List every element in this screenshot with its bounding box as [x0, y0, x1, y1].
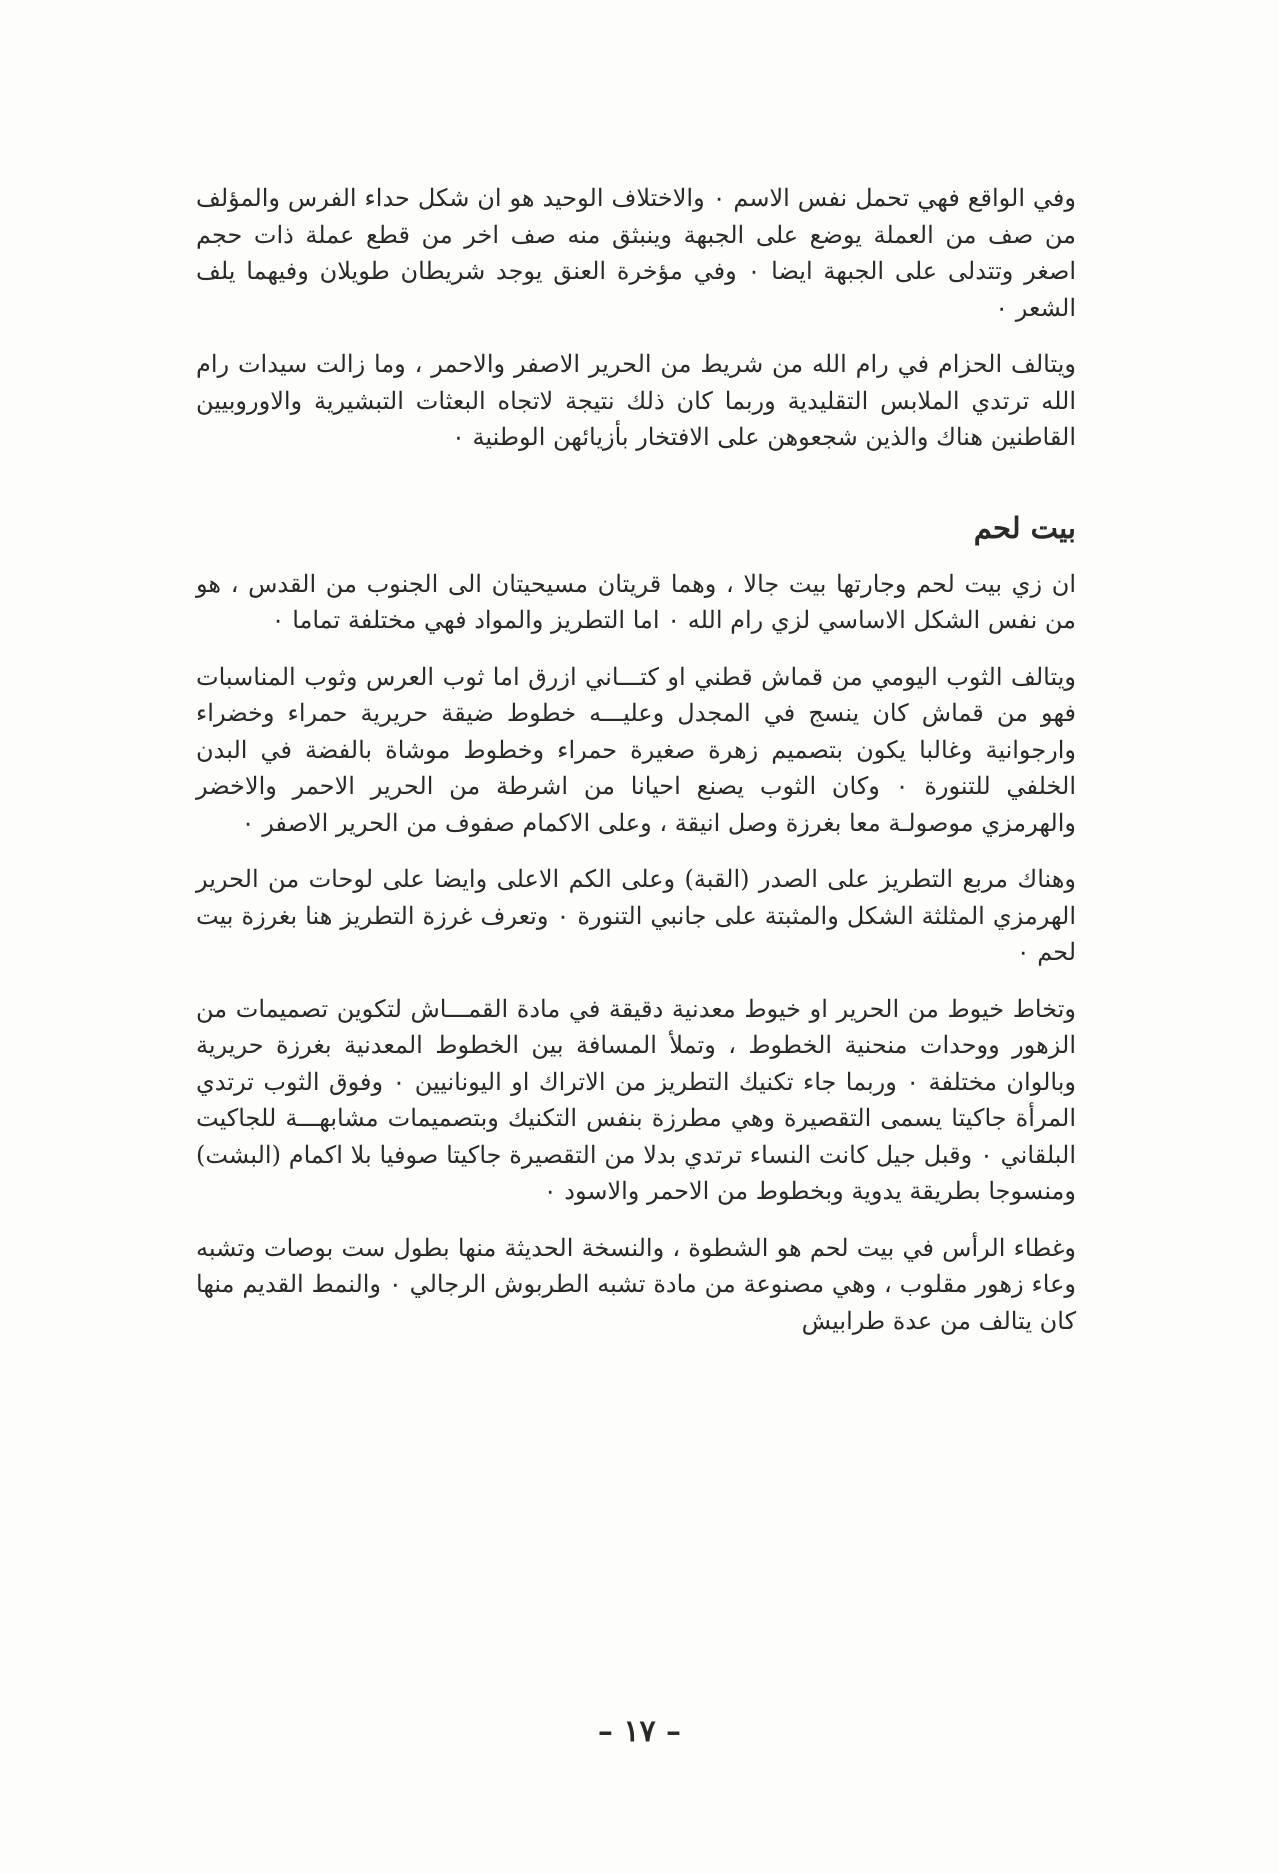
section-heading-bethlehem: بيت لحم — [973, 510, 1076, 545]
paragraph-bethlehem-intro: ان زي بيت لحم وجارتها بيت جالا ، وهما قريتان مسيحيتان الى الجنوب من القدس ، هو من نفس الشكل الاساسي لزي رام الله ٠ اما التطريز والمواد فهي مختلفة تماما ٠ — [196, 569, 1076, 634]
text-column — [196, 180, 1076, 1339]
paragraph-couching-technique: وتخاط خيوط من الحرير او خيوط معدنية دقيقة في مادة القمـــاش لتكوين تصميمات من الزهور ووحدات منحنية الخطوط ، وتملأ المسافة بين الخطوط المعدنية بغرزة حريرية وبالوان مختلفة ٠ وربما جاء تكنيك التطريز من الاتراك او اليونانيين ٠ وفوق الثوب ترتدي المرأة جاكيتا يسمى التقصيرة وهي مطرزة بنفس التكنيك وبتصميمات مشابهـــة للجاكيت البلقاني ٠ وقبل جيل كانت النساء ترتدي بدلا من التقصيرة جاكيتا صوفيا بلا اكمام (البشت) ومنسوجا بطريقة يدوية وبخطوط من الاحمر والاسود ٠ — [196, 994, 1077, 1205]
paragraph-headdress-shatweh: وغطاء الرأس في بيت لحم هو الشطوة ، والنسخة الحديثة منها بطول ست بوصات وتشبه وعاء زهور مقلوب ، وهي مصنوعة من مادة تشبه الطربوش الرجالي ٠ والنمط القديم منها كان يتالف من عدة طرابيش — [196, 1233, 1077, 1335]
paragraph-dress-fabric: ويتالف الثوب اليومي من قماش قطني او كتـــاني ازرق اما ثوب العرس وثوب المناسبات فهو من قماش كان ينسج في المجدل وعليـــه خطوط ضيقة حريرية حمراء وخضراء وارجوانية وغالبا يكون بتصميم زهرة صغيرة حمراء وخطوط موشاة بالفضة في البدن الخلفي للتنورة ٠ وكان الثوب يصنع احيانا من اشرطة من الحرير الاحمر والاخضر والهرمزي موصولـة معا بغرزة وصل انيقة ، وعلى الاكمام صفوف من الحرير الاصفر ٠ — [196, 662, 1077, 837]
page-number: – ١٧ – — [597, 1714, 682, 1749]
paragraph-headdress-continued: وفي الواقع فهي تحمل نفس الاسم ٠ والاختلاف الوحيد هو ان شكل حداء الفرس والمؤلف من صف من العملة يوضع على الجبهة وينبثق منه صف اخر من قطع عملة ذات حجم اصغر وتتدلى على الجبهة ايضا ٠ وفي مؤخرة العنق يوجد شريطان طويلان وفيهما يلف الشعر ٠ — [196, 184, 1077, 322]
paragraph-ramallah-belt: ويتالف الحزام في رام الله من شريط من الحرير الاصفر والاحمر ، وما زالت سيدات رام الله ترتدي الملابس التقليدية وربما كان ذلك نتيجة لاتجاه البعثات التبشيرية والاوروبيين القاطنين هناك والذين شجعوهن على الافتخار بأزيائهن الوطنية ٠ — [196, 350, 1076, 451]
paragraph-embroidery-panels: وهناك مربع التطريز على الصدر (القبة) وعلى الكم الاعلى وايضا على لوحات من الحرير الهرمزي المثلثة الشكل والمثبتة على جانبي التنورة ٠ وتعرف غرزة التطريز هنا بغرزة بيت لحم ٠ — [196, 865, 1077, 966]
